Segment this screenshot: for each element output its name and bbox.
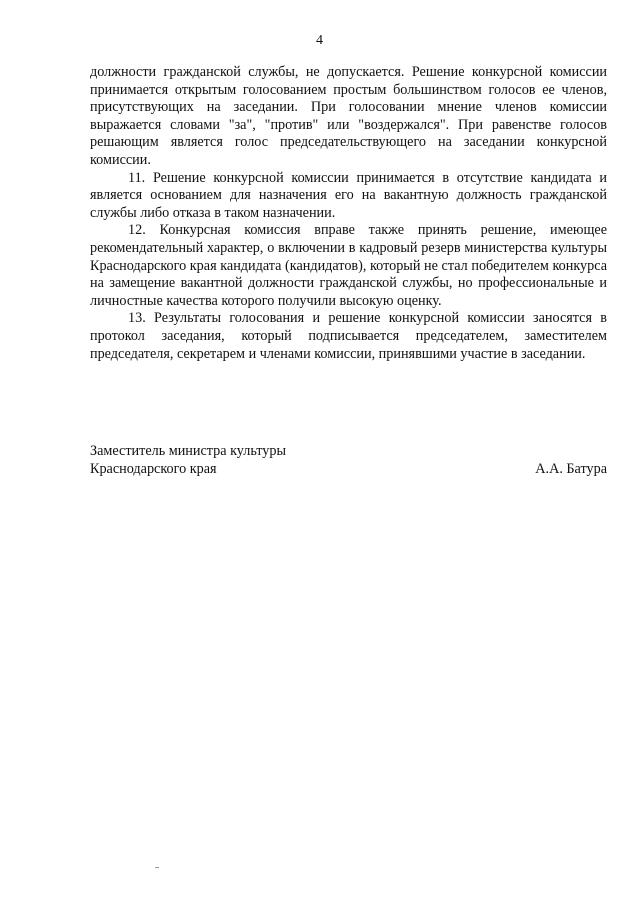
paragraph-continuation: должности гражданской службы, не допускается. Решение конкурсной комиссии принимается открытым голосованием простым большинством голосов ее членов, присутствующих на заседании. При голосовании мнение членов комиссии выражается словами "за", "против" или "воздержался". При равенстве голосов решающим является голос председательствующего на заседании конкурсной комиссии.	[90, 64, 607, 168]
signatory-name: А.А. Батура	[535, 460, 607, 477]
paragraph-12: 12. Конкурсная комиссия вправе также принять решение, имеющее рекомендательный характер, о включении в кадровый резерв министерства культуры Краснодарского края кандидата (кандидатов), который не стал победителем конкурса на замещение вакантной должности гражданской службы, но профессиональные и личностные качества которого получили высокую оценку.	[90, 222, 607, 309]
paragraph-13: 13. Результаты голосования и решение конкурсной комиссии заносятся в протокол заседания, который подписывается председателем, заместителем председателя, секретарем и членами комиссии, принявшими участие в заседании.	[90, 310, 607, 362]
paragraph-11: 11. Решение конкурсной комиссии принимается в отсутствие кандидата и является основанием для назначения его на вакантную должность гражданской службы либо отказа в таком назначении.	[90, 169, 607, 221]
signature-block	[90, 443, 607, 478]
page-number: 4	[316, 33, 323, 48]
scan-speck	[155, 867, 159, 868]
signatory-position-line-1: Заместитель министра культуры	[90, 443, 286, 459]
document-body	[90, 64, 607, 363]
signatory-position-line-2: Краснодарского края	[90, 460, 217, 477]
